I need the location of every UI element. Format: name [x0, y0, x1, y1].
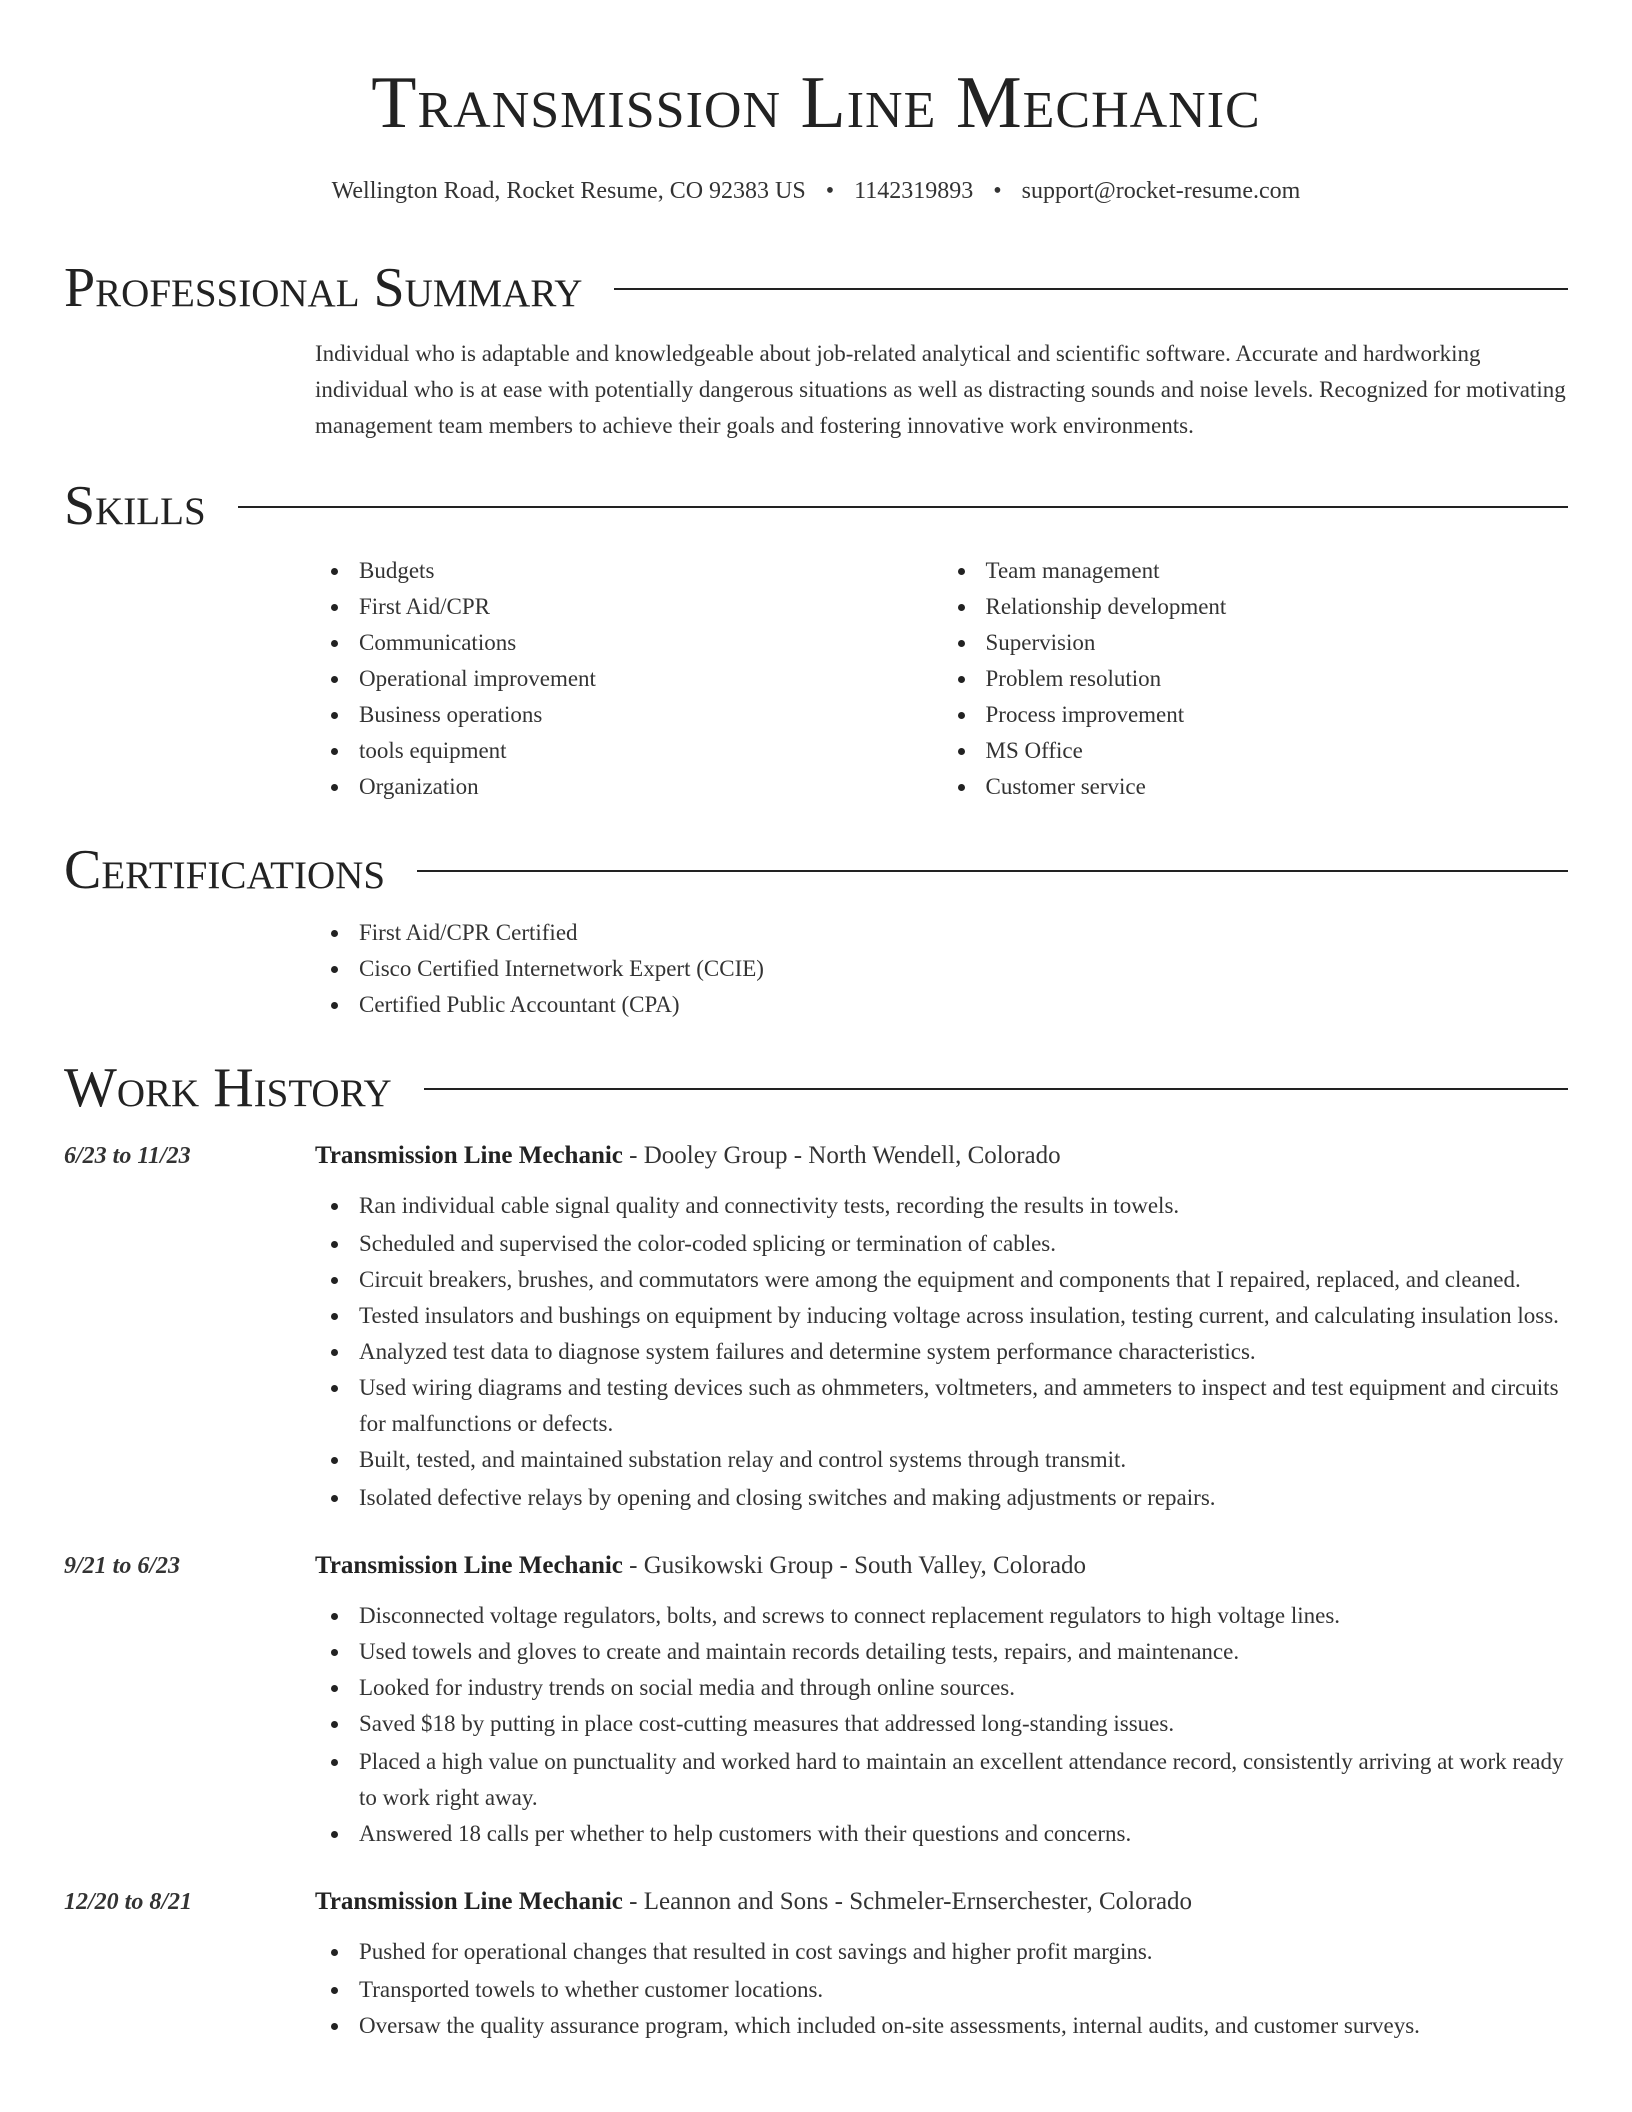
certification-item: First Aid/CPR Certified [359, 915, 1568, 951]
job-bullet: Used wiring diagrams and testing devices such as ohmmeters, voltmeters, and ammeters to inspect and test equipment and circuits for malfunctions or defects. [359, 1370, 1568, 1442]
contact-separator: • [993, 178, 1002, 204]
job-bullet: Tested insulators and bushings on equipment by inducing voltage across insulation, testing current, and calculating insulation loss. [359, 1298, 1568, 1334]
section-header [64, 840, 1568, 900]
job-title: Transmission Line Mechanic [315, 1552, 623, 1579]
skills-grid [315, 553, 1568, 805]
section-rule [238, 506, 1568, 508]
certification-item: Cisco Certified Internetwork Expert (CCIE) [359, 951, 1568, 987]
skills-list-left [315, 553, 942, 805]
job-bullet: Oversaw the quality assurance program, which included on-site assessments, internal audits, and customer surveys. [359, 2008, 1568, 2044]
skills-section [64, 476, 1568, 805]
job-bullet: Analyzed test data to diagnose system failures and determine system performance characteristics. [359, 1334, 1568, 1370]
section-title-summary: Professional Summary [64, 257, 583, 319]
skill-item: First Aid/CPR [359, 589, 942, 625]
skill-item: Communications [359, 625, 942, 661]
job-bullet: Built, tested, and maintained substation relay and control systems through transmit. [359, 1442, 1568, 1478]
section-rule [424, 1088, 1568, 1090]
job-bullet: Looked for industry trends on social media and through online sources. [359, 1670, 1568, 1706]
contact-address: Wellington Road, Rocket Resume, CO 92383 US [331, 178, 806, 204]
section-rule [417, 870, 1568, 872]
contact-line [0, 176, 1632, 206]
work-history-section [64, 1058, 1568, 2044]
skill-item: Organization [359, 769, 942, 805]
certification-item: Certified Public Accountant (CPA) [359, 987, 1568, 1023]
section-header [64, 258, 1568, 318]
section-title-certifications: Certifications [64, 839, 386, 901]
certifications-section [64, 840, 1568, 1023]
job-bullet-list [315, 1188, 1568, 1516]
job-dates: 12/20 to 8/21 [64, 1889, 193, 1915]
job-details: - Dooley Group - North Wendell, Colorado [622, 1142, 1061, 1169]
skill-item: Supervision [986, 625, 1569, 661]
job-title: Transmission Line Mechanic [315, 1888, 623, 1915]
job-bullet: Placed a high value on punctuality and worked hard to maintain an excellent attendance record, consistently arriving at work ready to work right away. [359, 1744, 1568, 1816]
skill-item: Problem resolution [986, 661, 1569, 697]
job-header [315, 1138, 1568, 1174]
job-details: - Gusikowski Group - South Valley, Colorado [622, 1552, 1087, 1579]
skill-item: Customer service [986, 769, 1569, 805]
skill-item: Process improvement [986, 697, 1569, 733]
skill-item: MS Office [986, 733, 1569, 769]
skill-item: Relationship development [986, 589, 1569, 625]
section-rule [614, 288, 1568, 290]
section-header [64, 476, 1568, 536]
job-entry [64, 1138, 1568, 1516]
certifications-list [315, 915, 1568, 1023]
job-bullet: Pushed for operational changes that resulted in cost savings and higher profit margins. [359, 1934, 1568, 1970]
job-details: - Leannon and Sons - Schmeler-Ernserchester, Colorado [622, 1888, 1193, 1915]
job-bullet: Circuit breakers, brushes, and commutators were among the equipment and components that I repaired, replaced, and cleaned. [359, 1262, 1568, 1298]
candidate-name: Transmission Line Mechanic [371, 62, 1261, 144]
contact-separator: • [825, 178, 835, 204]
job-bullet: Answered 18 calls per whether to help customers with their questions and concerns. [359, 1816, 1568, 1852]
section-header [64, 1058, 1568, 1118]
skills-list-right [942, 553, 1569, 805]
skill-item: Team management [986, 553, 1569, 589]
job-bullet-list [315, 1934, 1568, 2044]
job-header [315, 1884, 1568, 1920]
job-title: Transmission Line Mechanic [315, 1142, 623, 1169]
job-entry [64, 1884, 1568, 2044]
job-bullet: Isolated defective relays by opening and closing switches and making adjustments or repairs. [359, 1480, 1568, 1516]
job-header [315, 1548, 1568, 1584]
certifications-content [315, 915, 1568, 1023]
job-dates: 9/21 to 6/23 [64, 1553, 181, 1579]
skill-item: Budgets [359, 553, 942, 589]
skill-item: Operational improvement [359, 661, 942, 697]
summary-text: Individual who is adaptable and knowledgeable about job-related analytical and scientific software. Accurate and hardworking individual who is at ease with potentially dangerous situations as well as distracting sounds and noise levels. Recognized for motivating management team members to achieve their goals and fostering innovative work environments. [315, 341, 1566, 438]
contact-email: support@rocket-resume.com [1021, 178, 1301, 204]
job-entry [64, 1548, 1568, 1852]
contact-phone: 1142319893 [854, 178, 974, 204]
skill-item: Business operations [359, 697, 942, 733]
section-title-work-history: Work History [64, 1057, 392, 1119]
job-bullet: Used towels and gloves to create and maintain records detailing tests, repairs, and maintenance. [359, 1634, 1568, 1670]
job-dates: 6/23 to 11/23 [64, 1143, 191, 1169]
job-bullet: Saved $18 by putting in place cost-cutting measures that addressed long-standing issues. [359, 1706, 1568, 1742]
job-bullet: Scheduled and supervised the color-coded splicing or termination of cables. [359, 1226, 1568, 1262]
job-bullet-list [315, 1598, 1568, 1852]
skill-item: tools equipment [359, 733, 942, 769]
job-bullet: Transported towels to whether customer locations. [359, 1972, 1568, 2008]
job-bullet: Ran individual cable signal quality and connectivity tests, recording the results in towels. [359, 1188, 1568, 1224]
job-bullet: Disconnected voltage regulators, bolts, and screws to connect replacement regulators to high voltage lines. [359, 1598, 1568, 1634]
summary-section [64, 258, 1568, 444]
section-title-skills: Skills [64, 475, 206, 537]
